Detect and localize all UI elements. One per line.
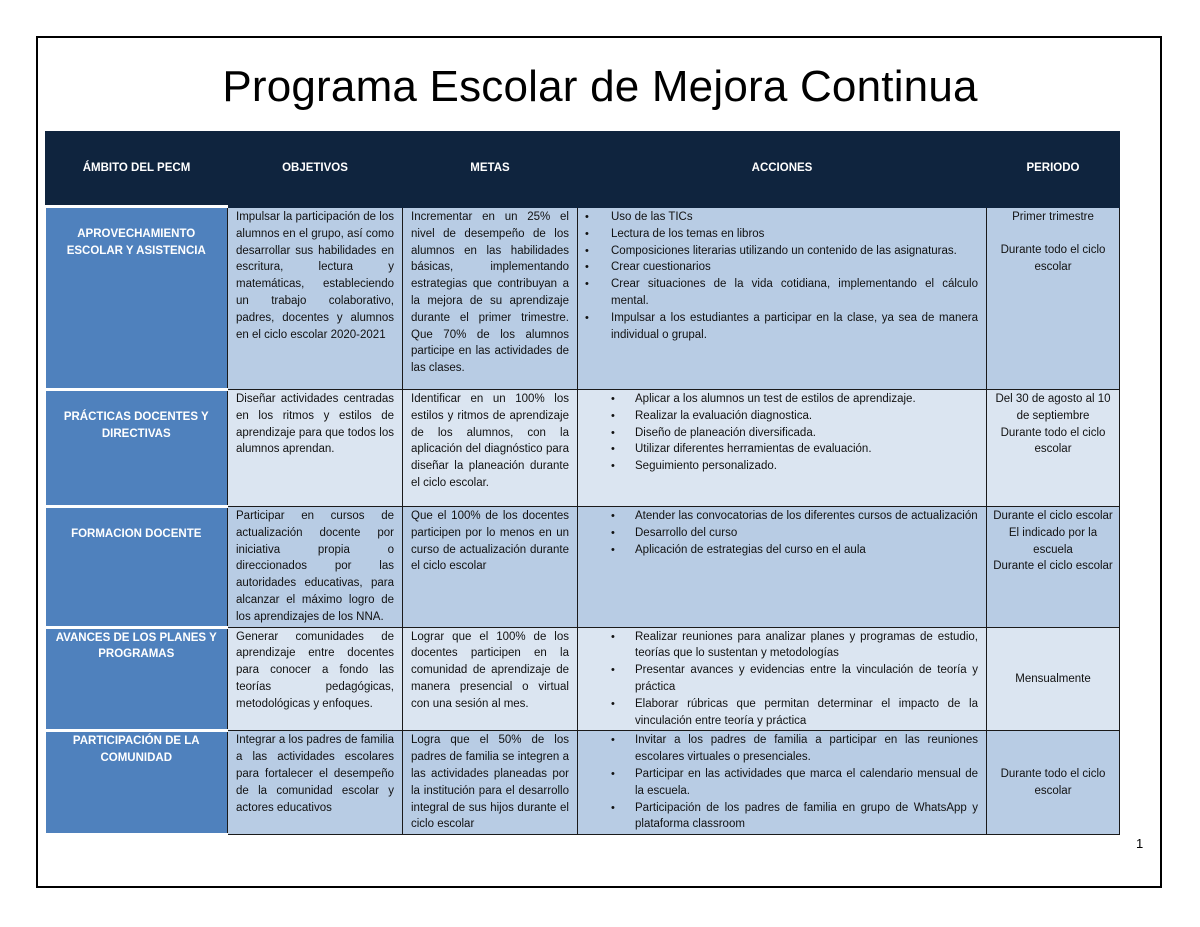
actions-list bbox=[586, 391, 978, 475]
actions-cell bbox=[578, 731, 987, 835]
list-item: • Participación de los padres de familia en grupo de WhatsApp y plataforma classroom bbox=[611, 801, 978, 831]
bullet-icon: • bbox=[611, 526, 615, 539]
table-header-row bbox=[46, 131, 1120, 207]
header-scope: ÁMBITO DEL PECM bbox=[46, 131, 228, 207]
scope-cell: PARTICIPACIÓN DE LA COMUNIDAD bbox=[46, 731, 228, 835]
actions-cell bbox=[578, 507, 987, 628]
scope-cell: APROVECHAMIENTO ESCOLAR Y ASISTENCIA bbox=[46, 207, 228, 390]
goal-cell: Lograr que el 100% de los docentes participen en la comunidad de aprendizaje de manera presencial o virtual con una sesión al mes. bbox=[403, 627, 578, 731]
bullet-icon: • bbox=[585, 278, 589, 291]
goal-cell: Incrementar en un 25% el nivel de desempeño de los alumnos en las habilidades básicas, implementando estrategias que contribuyan a la mejora de su aprendizaje durante el primer trimestre. Que 70% de los alumnos participe en las actividades de las clases. bbox=[403, 207, 578, 390]
page-number: 1 bbox=[1136, 836, 1144, 851]
list-item: • Lectura de los temas en libros bbox=[586, 226, 978, 243]
header-objectives: OBJETIVOS bbox=[228, 131, 403, 207]
period-text: El indicado por la escuela bbox=[1008, 526, 1098, 556]
bullet-icon: • bbox=[585, 261, 589, 274]
actions-cell bbox=[578, 207, 987, 390]
list-item: • Realizar la evaluación diagnostica. bbox=[586, 408, 978, 425]
actions-list bbox=[586, 629, 978, 730]
period-text: Durante todo el ciclo escolar bbox=[1000, 767, 1106, 797]
period-cell bbox=[987, 390, 1120, 507]
bullet-icon: • bbox=[611, 393, 615, 405]
list-item: • Utilizar diferentes herramientas de evaluación. bbox=[586, 441, 978, 458]
period-cell bbox=[987, 731, 1120, 835]
objective-cell: Diseñar actividades centradas en los ritmos y estilos de aprendizaje para que todos los alumnos aprendan. bbox=[228, 390, 403, 507]
scope-cell: AVANCES DE LOS PLANES Y PROGRAMAS bbox=[46, 627, 228, 731]
bullet-icon: • bbox=[611, 426, 615, 439]
table-row bbox=[46, 507, 1120, 628]
period-cell bbox=[987, 507, 1120, 628]
period-spacer bbox=[991, 226, 1115, 242]
list-item: • Elaborar rúbricas que permitan determinar el impacto de la vinculación entre teoría y práctica bbox=[611, 697, 978, 727]
goal-cell: Logra que el 50% de los padres de familia se integren a las actividades planeadas por la institución para el desarrollo integral de sus hijos durante el ciclo escolar bbox=[403, 731, 578, 835]
list-item: • Aplicar a los alumnos un test de estilos de aprendizaje. bbox=[586, 391, 978, 408]
list-item: • Impulsar a los estudiantes a participar en la clase, ya sea de manera individual o grupal. bbox=[585, 311, 978, 341]
header-actions: ACCIONES bbox=[578, 131, 987, 207]
scope-cell: PRÁCTICAS DOCENTES Y DIRECTIVAS bbox=[46, 390, 228, 507]
header-goals: METAS bbox=[403, 131, 578, 207]
table-row bbox=[46, 731, 1120, 835]
list-item: • Uso de las TICs bbox=[586, 209, 978, 226]
list-item: • Seguimiento personalizado. bbox=[586, 458, 978, 475]
objective-cell: Impulsar la participación de los alumnos en el grupo, así como desarrollar sus habilidades en escritura, lectura y matemáticas, estableciendo un trabajo colaborativo, padres, docentes y alumnos en el ciclo escolar 2020-2021 bbox=[228, 207, 403, 390]
bullet-icon: • bbox=[611, 409, 615, 422]
list-item: • Composiciones literarias utilizando un contenido de las asignaturas. bbox=[586, 243, 978, 260]
period-text: Durante el ciclo escolar bbox=[993, 560, 1113, 573]
bullet-icon: • bbox=[611, 443, 615, 456]
period-text: Durante el ciclo escolar bbox=[993, 510, 1113, 522]
bullet-icon: • bbox=[611, 801, 615, 814]
objective-cell: Integrar a los padres de familia a las actividades escolares para fortalecer el desempeño de la comunidad escolar y actores educativos bbox=[228, 731, 403, 835]
actions-list bbox=[586, 209, 978, 343]
bullet-icon: • bbox=[611, 734, 615, 747]
bullet-icon: • bbox=[611, 630, 615, 643]
bullet-icon: • bbox=[611, 697, 615, 710]
period-text: Primer trimestre bbox=[1012, 211, 1094, 223]
list-item: • Diseño de planeación diversificada. bbox=[586, 425, 978, 442]
period-text: Durante todo el ciclo escolar bbox=[1000, 243, 1106, 273]
document-title: Programa Escolar de Mejora Continua bbox=[222, 62, 978, 111]
list-item: • Crear cuestionarios bbox=[586, 259, 978, 276]
bullet-icon: • bbox=[585, 311, 589, 324]
actions-list bbox=[586, 732, 978, 833]
list-item: • Realizar reuniones para analizar planes y programas de estudio, teorías que lo sustentan y metodologías bbox=[611, 630, 978, 660]
list-item: • Desarrollo del curso bbox=[586, 525, 978, 542]
bullet-icon: • bbox=[611, 664, 615, 677]
bullet-icon: • bbox=[585, 227, 589, 240]
table-row bbox=[46, 207, 1120, 390]
bullet-icon: • bbox=[585, 211, 589, 223]
actions-cell bbox=[578, 390, 987, 507]
period-text: Durante todo el ciclo escolar bbox=[1000, 426, 1106, 456]
goal-cell: Identificar en un 100% los estilos y ritmos de aprendizaje de los alumnos, con la aplicación del diagnóstico para diseñar la planeación durante el ciclo escolar. bbox=[403, 390, 578, 507]
list-item: • Aplicación de estrategias del curso en el aula bbox=[586, 542, 978, 559]
period-text: Mensualmente bbox=[1015, 672, 1091, 685]
objective-cell: Participar en cursos de actualización docente por iniciativa propia o direccionados por las autoridades educativas, para alcanzar el máximo logro de los aprendizajes de los NNA. bbox=[228, 507, 403, 628]
period-cell bbox=[987, 207, 1120, 390]
header-period: PERIODO bbox=[987, 131, 1120, 207]
objective-cell: Generar comunidades de aprendizaje entre docentes para conocer a fondo las teorías pedagógicas, metodológicas y enfoques. bbox=[228, 627, 403, 731]
list-item: • Participar en las actividades que marca el calendario mensual de la escuela. bbox=[611, 767, 978, 797]
table-row bbox=[46, 390, 1120, 507]
scope-cell: FORMACION DOCENTE bbox=[46, 507, 228, 628]
bullet-icon: • bbox=[611, 543, 615, 556]
table-row bbox=[46, 627, 1120, 731]
bullet-icon: • bbox=[585, 244, 589, 257]
actions-cell bbox=[578, 627, 987, 731]
period-text: Del 30 de agosto al 10 de septiembre bbox=[995, 393, 1111, 422]
list-item: • Crear situaciones de la vida cotidiana, implementando el cálculo mental. bbox=[585, 278, 978, 307]
list-item: • Invitar a los padres de familia a participar en las reuniones escolares virtuales o presenciales. bbox=[611, 734, 978, 764]
bullet-icon: • bbox=[611, 510, 615, 522]
bullet-icon: • bbox=[611, 767, 615, 780]
list-item: • Atender las convocatorias de los diferentes cursos de actualización bbox=[586, 508, 978, 525]
list-item: • Presentar avances y evidencias entre la vinculación de teoría y práctica bbox=[611, 664, 978, 693]
goal-cell: Que el 100% de los docentes participen por lo menos en un curso de actualización durante el ciclo escolar bbox=[403, 507, 578, 628]
actions-list bbox=[586, 508, 978, 558]
pecm-table bbox=[45, 131, 1120, 836]
period-cell bbox=[987, 627, 1120, 731]
bullet-icon: • bbox=[611, 460, 615, 473]
